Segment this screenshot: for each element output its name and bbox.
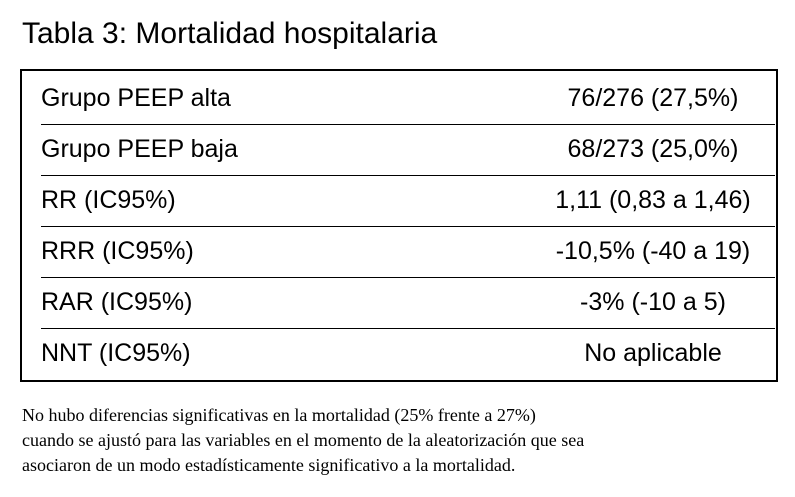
table-row [22,124,776,175]
footnote-line: cuando se ajustó para las variables en el momento de la aleatorización que sea [22,430,585,450]
results-table [20,69,778,382]
row-label: NNT (IC95%) [41,339,191,367]
row-label: RR (IC95%) [41,186,176,214]
table-title: Tabla 3: Mortalidad hospitalaria [22,17,438,50]
row-value: 68/273 (25,0%) [567,135,739,163]
table-row [22,277,776,328]
footnote-line: No hubo diferencias significativas en la mortalidad (25% frente a 27%) [22,405,536,425]
table-row [22,73,776,124]
row-value: No aplicable [584,339,722,367]
row-value: -10,5% (-40 a 19) [555,237,751,265]
footnote-line: asociaron de un modo estadísticamente significativo a la mortalidad. [22,455,516,475]
row-label: Grupo PEEP baja [41,135,238,163]
row-value: 76/276 (27,5%) [567,84,739,112]
row-label: RRR (IC95%) [41,237,194,265]
row-value: 1,11 (0,83 a 1,46) [555,186,751,214]
table-row [22,175,776,226]
table-row [22,328,776,379]
row-label: Grupo PEEP alta [41,84,231,112]
row-value: -3% (-10 a 5) [580,288,726,316]
table-row [22,226,776,277]
row-label: RAR (IC95%) [41,288,193,316]
footnote [22,403,782,478]
